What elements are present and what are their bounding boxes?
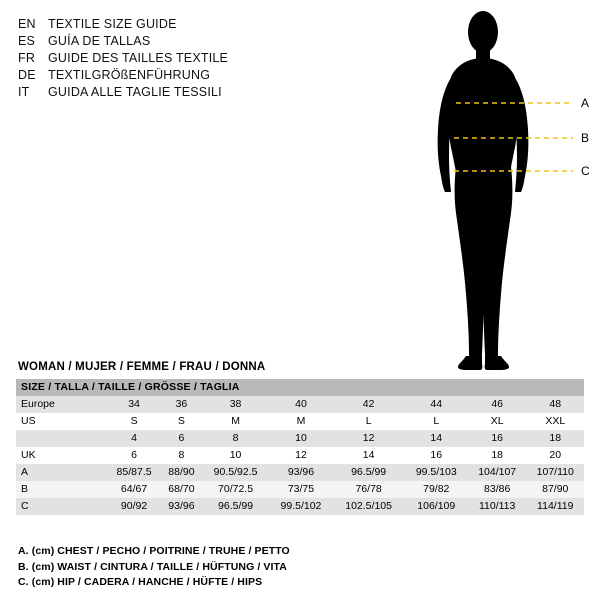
cell: 6 [161, 430, 202, 447]
marker-label-c: C [581, 164, 590, 178]
cell: XL [468, 413, 527, 430]
body-figure [410, 6, 600, 376]
language-title: TEXTILGRÖßENFÜHRUNG [48, 68, 211, 82]
language-row-it [18, 84, 338, 101]
cell: 93/96 [269, 464, 332, 481]
cell: 93/96 [161, 498, 202, 515]
cell: 20 [527, 447, 585, 464]
cell: 4 [107, 430, 161, 447]
cell: 12 [269, 447, 332, 464]
cell: 46 [468, 396, 527, 413]
cell: 14 [333, 447, 405, 464]
cell: 99.5/103 [405, 464, 468, 481]
cell: 10 [269, 430, 332, 447]
cell: M [202, 413, 270, 430]
marker-label-a: A [581, 96, 590, 110]
size-table-wrap [16, 379, 584, 515]
language-row-fr [18, 50, 338, 67]
language-row-es [18, 33, 338, 50]
table-row [16, 430, 584, 447]
cell: 99.5/102 [269, 498, 332, 515]
size-table [16, 379, 584, 515]
cell: 34 [107, 396, 161, 413]
cell: 96.5/99 [333, 464, 405, 481]
cell: M [269, 413, 332, 430]
row-label [16, 430, 107, 447]
row-label: A [16, 464, 107, 481]
cell: 16 [405, 447, 468, 464]
cell: 106/109 [405, 498, 468, 515]
cell: 36 [161, 396, 202, 413]
language-title: TEXTILE SIZE GUIDE [48, 17, 177, 31]
row-label: US [16, 413, 107, 430]
cell: 44 [405, 396, 468, 413]
cell: 110/113 [468, 498, 527, 515]
measurement-notes [18, 544, 290, 591]
language-title: GUIDE DES TAILLES TEXTILE [48, 51, 229, 65]
cell: 14 [405, 430, 468, 447]
cell: 40 [269, 396, 332, 413]
cell: S [161, 413, 202, 430]
female-silhouette-icon [410, 6, 600, 376]
language-code: ES [18, 34, 36, 48]
cell: 10 [202, 447, 270, 464]
row-label: Europe [16, 396, 107, 413]
note-b: B. (cm) WAIST / CINTURA / TAILLE / HÜFTUNG / VITA [18, 560, 287, 573]
cell: 42 [333, 396, 405, 413]
cell: 8 [202, 430, 270, 447]
cell: 104/107 [468, 464, 527, 481]
cell: 68/70 [161, 481, 202, 498]
marker-label-b: B [581, 131, 590, 145]
cell: 102.5/105 [333, 498, 405, 515]
cell: 64/67 [107, 481, 161, 498]
language-row-en [18, 16, 338, 33]
cell: L [333, 413, 405, 430]
cell: 87/90 [527, 481, 585, 498]
language-list [18, 16, 338, 101]
table-heading-row [16, 379, 584, 396]
row-label: C [16, 498, 107, 515]
cell: 73/75 [269, 481, 332, 498]
cell: L [405, 413, 468, 430]
section-heading-woman: WOMAN / MUJER / FEMME / FRAU / DONNA [18, 361, 266, 373]
cell: S [107, 413, 161, 430]
note-c: C. (cm) HIP / CADERA / HANCHE / HÜFTE / HIPS [18, 576, 263, 588]
language-code: FR [18, 51, 36, 65]
table-row [16, 464, 584, 481]
cell: 76/78 [333, 481, 405, 498]
cell: 85/87.5 [107, 464, 161, 481]
language-code: IT [18, 85, 30, 99]
row-label: UK [16, 447, 107, 464]
cell: 79/82 [405, 481, 468, 498]
cell: 38 [202, 396, 270, 413]
cell: 18 [468, 447, 527, 464]
table-row [16, 481, 584, 498]
table-row [16, 396, 584, 413]
cell: 70/72.5 [202, 481, 270, 498]
cell: 88/90 [161, 464, 202, 481]
cell: 48 [527, 396, 585, 413]
cell: 90/92 [107, 498, 161, 515]
cell: 18 [527, 430, 585, 447]
language-title: GUÍA DE TALLAS [48, 34, 151, 48]
cell: 107/110 [527, 464, 585, 481]
language-code: DE [18, 68, 36, 82]
table-row [16, 447, 584, 464]
note-a: A. (cm) CHEST / PECHO / POITRINE / TRUHE / PETTO [18, 545, 290, 557]
cell: 8 [161, 447, 202, 464]
cell: 96.5/99 [202, 498, 270, 515]
row-label: B [16, 481, 107, 498]
cell: 16 [468, 430, 527, 447]
cell: 6 [107, 447, 161, 464]
table-row [16, 413, 584, 430]
cell: 114/119 [527, 498, 585, 515]
table-row [16, 498, 584, 515]
table-column-heading: SIZE / TALLA / TAILLE / GRÖSSE / TAGLIA [16, 379, 584, 396]
language-title: GUIDA ALLE TAGLIE TESSILI [48, 85, 222, 99]
language-code: EN [18, 17, 36, 31]
cell: 12 [333, 430, 405, 447]
language-row-de [18, 67, 338, 84]
cell: 90.5/92.5 [202, 464, 270, 481]
cell: XXL [527, 413, 585, 430]
cell: 83/86 [468, 481, 527, 498]
